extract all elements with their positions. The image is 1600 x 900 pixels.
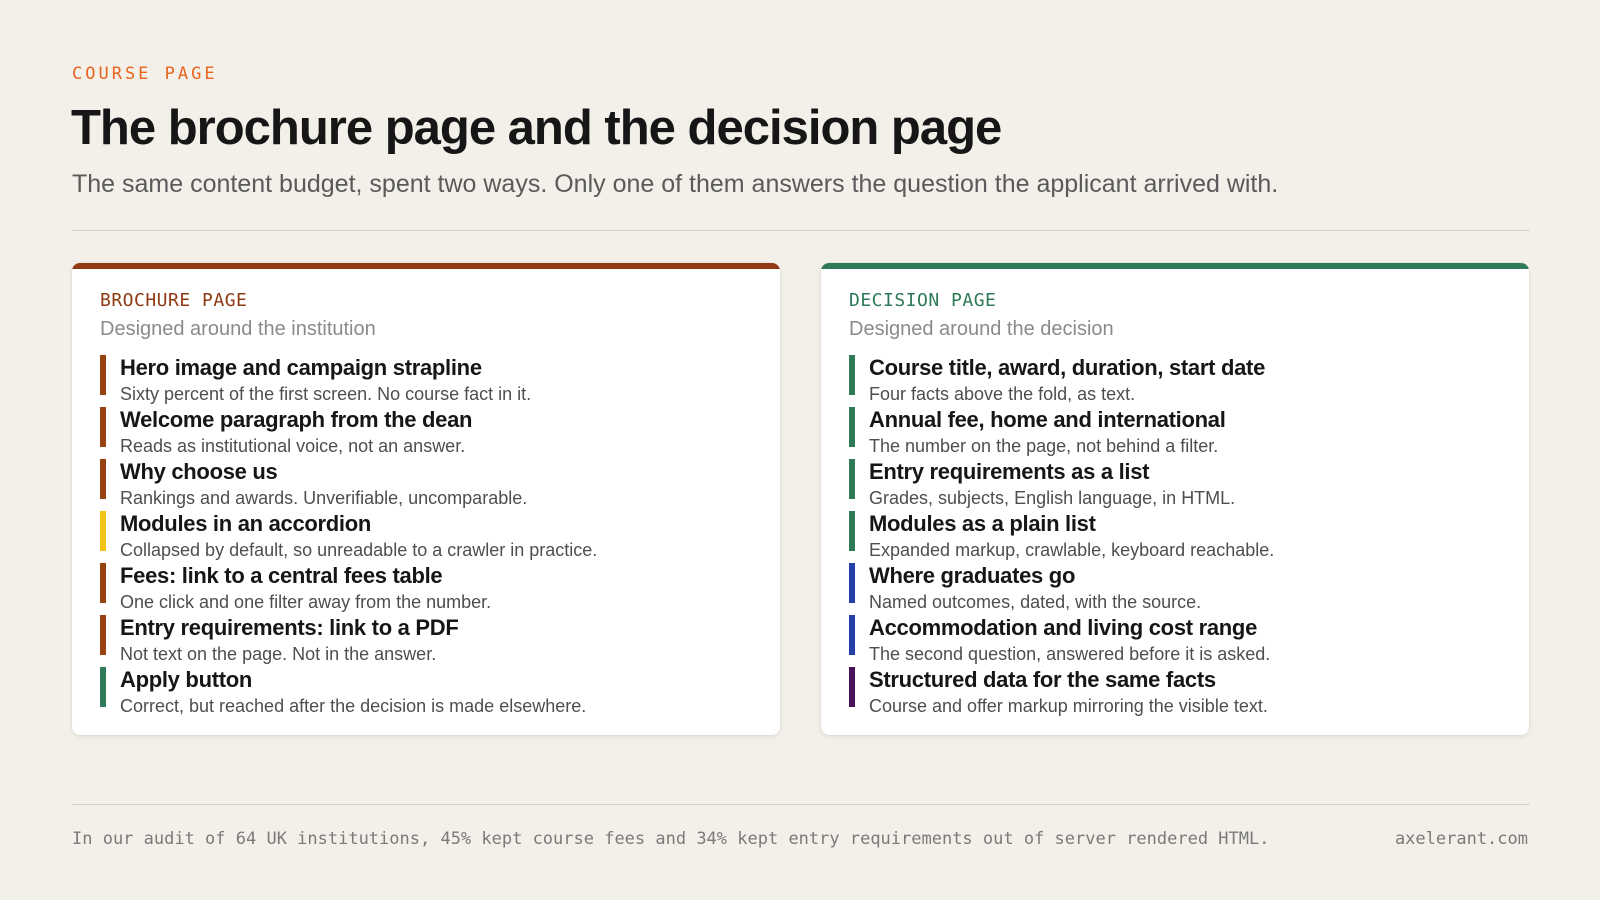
item-description: Sixty percent of the first screen. No course fact in it. — [120, 384, 532, 404]
item-description: Named outcomes, dated, with the source. — [869, 592, 1202, 612]
item-title: Fees: link to a central fees table — [120, 563, 443, 588]
item-color-bar — [100, 511, 106, 551]
item-color-bar — [849, 407, 855, 447]
list-item — [849, 511, 1509, 563]
header-divider — [72, 230, 1530, 231]
item-title: Welcome paragraph from the dean — [120, 407, 473, 432]
item-title: Structured data for the same facts — [869, 667, 1216, 692]
item-color-bar — [849, 667, 855, 707]
list-item — [849, 407, 1509, 459]
item-color-bar — [100, 563, 106, 603]
item-description: One click and one filter away from the number. — [120, 592, 492, 612]
list-item — [849, 563, 1509, 615]
footer-site-link[interactable]: axelerant.com — [1394, 829, 1528, 849]
item-color-bar — [100, 355, 106, 395]
list-item — [849, 615, 1509, 667]
item-color-bar — [100, 615, 106, 655]
item-title: Modules as a plain list — [869, 511, 1096, 536]
page-title: The brochure page and the decision page — [71, 101, 1002, 155]
item-title: Course title, award, duration, start date — [869, 355, 1266, 380]
list-item — [849, 667, 1509, 719]
item-title: Modules in an accordion — [120, 511, 372, 536]
list-item — [100, 615, 760, 667]
item-color-bar — [100, 667, 106, 707]
item-color-bar — [849, 615, 855, 655]
item-description: Expanded markup, crawlable, keyboard reachable. — [869, 540, 1275, 560]
eyebrow-label: COURSE PAGE — [72, 64, 218, 84]
list-item — [849, 459, 1509, 511]
list-item — [100, 407, 760, 459]
item-color-bar — [849, 511, 855, 551]
list-item — [100, 563, 760, 615]
item-title: Entry requirements as a list — [869, 459, 1150, 484]
item-title: Entry requirements: link to a PDF — [120, 615, 459, 640]
item-color-bar — [849, 355, 855, 395]
list-item — [100, 667, 760, 719]
item-color-bar — [100, 407, 106, 447]
item-description: Rankings and awards. Unverifiable, uncomparable. — [120, 488, 528, 508]
item-title: Annual fee, home and international — [869, 407, 1226, 432]
item-title: Accommodation and living cost range — [869, 615, 1258, 640]
item-color-bar — [849, 459, 855, 499]
item-description: Course and offer markup mirroring the visible text. — [869, 696, 1268, 716]
item-color-bar — [100, 459, 106, 499]
item-color-bar — [849, 563, 855, 603]
item-description: The number on the page, not behind a filter. — [869, 436, 1219, 456]
list-item — [849, 355, 1509, 407]
item-description: Reads as institutional voice, not an answer. — [120, 436, 466, 456]
brochure-card — [72, 263, 780, 735]
item-title: Apply button — [120, 667, 253, 692]
item-description: Correct, but reached after the decision is made elsewhere. — [120, 696, 587, 716]
item-title: Where graduates go — [869, 563, 1076, 588]
list-item — [100, 355, 760, 407]
footer-divider — [72, 804, 1530, 805]
item-description: The second question, answered before it is asked. — [869, 644, 1271, 664]
decision-card-label: DECISION PAGE — [849, 290, 997, 311]
brochure-card-topbar — [72, 263, 780, 269]
decision-card — [821, 263, 1529, 735]
footer-note: In our audit of 64 UK institutions, 45% kept course fees and 34% kept entry requirements out of server rendered HTML. — [72, 829, 1270, 849]
brochure-card-label: BROCHURE PAGE — [100, 290, 248, 311]
decision-card-subtitle: Designed around the decision — [849, 318, 1114, 340]
item-description: Collapsed by default, so unreadable to a crawler in practice. — [120, 540, 598, 560]
list-item — [100, 459, 760, 511]
decision-item-list — [849, 355, 1509, 719]
brochure-card-subtitle: Designed around the institution — [100, 318, 376, 340]
item-title: Why choose us — [120, 459, 278, 484]
item-title: Hero image and campaign strapline — [120, 355, 482, 380]
page-subtitle: The same content budget, spent two ways. Only one of them answers the question the applicant arrived with. — [72, 170, 1279, 198]
decision-card-topbar — [821, 263, 1529, 269]
item-description: Four facts above the fold, as text. — [869, 384, 1136, 404]
item-description: Not text on the page. Not in the answer. — [120, 644, 437, 664]
list-item — [100, 511, 760, 563]
item-description: Grades, subjects, English language, in HTML. — [869, 488, 1236, 508]
brochure-item-list — [100, 355, 760, 719]
